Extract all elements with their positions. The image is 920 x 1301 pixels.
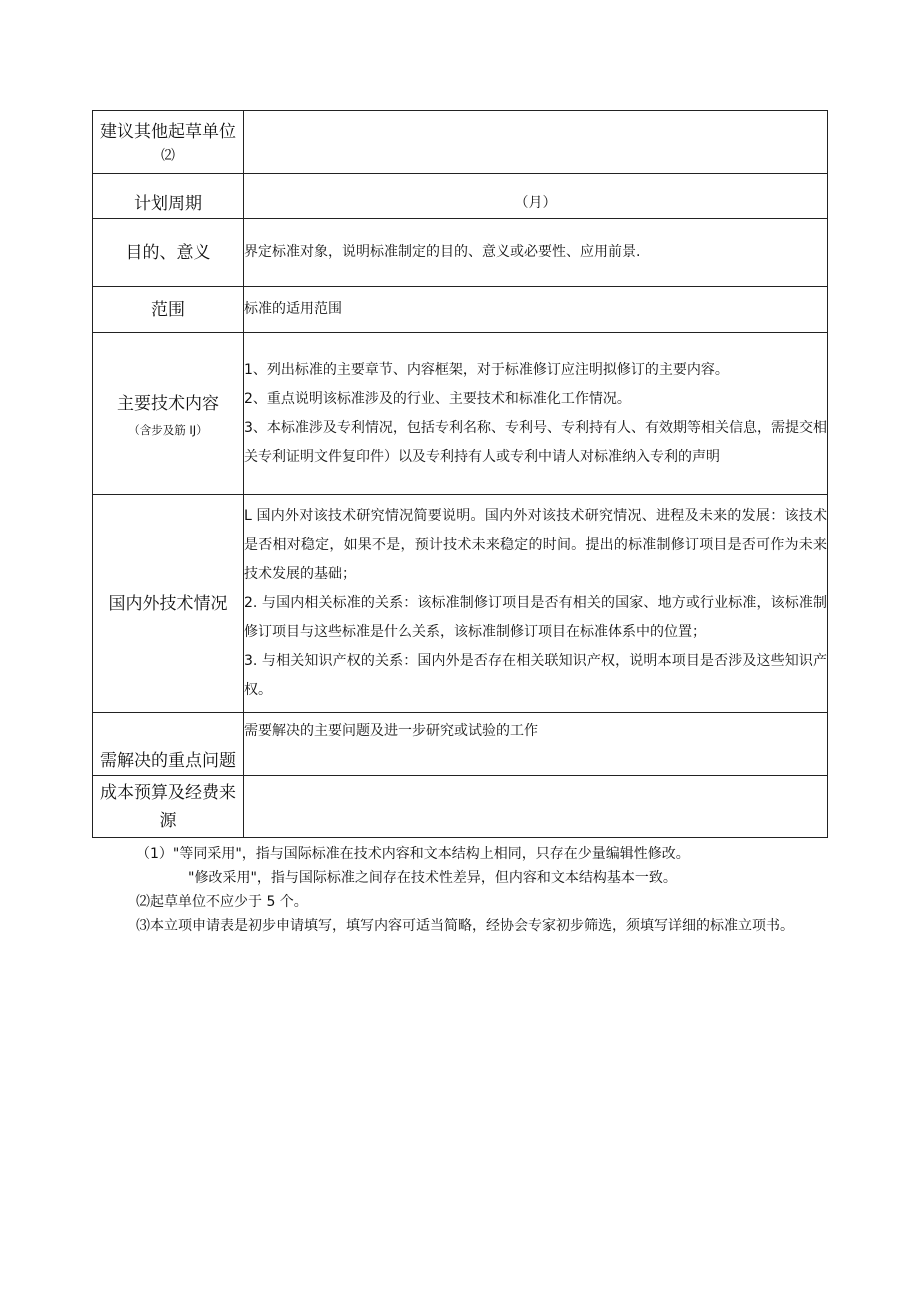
row-plan-period <box>93 174 828 219</box>
value-purpose[interactable]: 界定标准对象，说明标准制定的目的、意义或必要性、应用前景. <box>244 219 828 287</box>
label-cell <box>93 333 244 495</box>
label-cell <box>93 219 244 287</box>
row-scope <box>93 287 828 333</box>
label-domestic-foreign: 国内外技术情况 <box>108 593 228 614</box>
value-budget[interactable] <box>244 776 828 838</box>
label-key-issues: 需解决的重点问题 <box>100 751 236 771</box>
footnotes <box>92 842 822 938</box>
value-domestic-foreign[interactable] <box>244 495 828 713</box>
value-plan-period[interactable]: （月） <box>244 174 828 219</box>
value-scope[interactable]: 标准的适用范围 <box>244 287 828 333</box>
label-plan-period: 计划周期 <box>134 194 202 214</box>
main-content-item: 1、列出标准的主要章节、内容框架，对于标准修订应注明拟修订的主要内容。 <box>244 361 729 378</box>
label-cell <box>93 287 244 333</box>
value-other-drafters[interactable] <box>244 111 828 174</box>
footnote-3: ⑶本立项申请表是初步申请填写，填写内容可适当简略，经协会专家初步筛选，须填写详细的标准立项书。 <box>136 918 794 934</box>
label-purpose: 目的、意义 <box>125 242 211 263</box>
row-purpose <box>93 219 828 287</box>
row-budget <box>93 776 828 838</box>
value-key-issues[interactable]: 需要解决的主要问题及进一步研究或试验的工作 <box>244 713 828 776</box>
main-content-item: 3、本标准涉及专利情况，包括专利名称、专利号、专利持有人、有效期等相关信息，需提交相关专利证明文件复印件）以及专利持有人或专利中请人对标准纳入专利的声明 <box>244 419 827 465</box>
note-ref-2: ⑵ <box>161 148 175 164</box>
footnote-2: ⑵起草单位不应少于 5 个。 <box>136 894 308 910</box>
row-domestic-foreign <box>93 495 828 713</box>
row-other-drafters <box>93 111 828 174</box>
row-main-content <box>93 333 828 495</box>
label-budget: 成本预算及经费来源 <box>100 782 236 831</box>
label-main-content: 主要技术内容 <box>117 393 219 414</box>
footnote-1: （1）"等同采用"，指与国际标准在技术内容和文本结构上相同，只存在少量编辑性修改。 <box>136 846 690 862</box>
main-content-item: 2、重点说明该标准涉及的行业、主要技术和标准化工作情况。 <box>244 390 631 407</box>
label-scope: 范围 <box>151 299 185 320</box>
row-key-issues <box>93 713 828 776</box>
footnote-1-cont: "修改采用"，指与国际标准之间存在技术性差异，但内容和文本结构基本一致。 <box>188 870 677 886</box>
domestic-foreign-item: 3. 与相关知识产权的关系：国内外是否存在相关联知识产权，说明本项目是否涉及这些知识产权。 <box>244 653 827 698</box>
label-cell <box>93 174 244 219</box>
label-cell <box>93 713 244 776</box>
label-cell <box>93 776 244 838</box>
value-main-content[interactable] <box>244 333 828 495</box>
label-main-content-sub: （含步及筋 IJ） <box>128 422 208 437</box>
label-other-drafters: 建议其他起草单位 <box>100 122 236 142</box>
domestic-foreign-item: 2. 与国内相关标准的关系：该标准制修订项目是否有相关的国家、地方或行业标准，该标准制修订项目与这些标准是什么关系，该标准制修订项目在标准体系中的位置； <box>244 595 827 640</box>
label-cell <box>93 495 244 713</box>
label-cell <box>93 111 244 174</box>
application-form-table <box>92 110 828 838</box>
domestic-foreign-item: L 国内外对该技术研究情况简要说明。国内外对该技术研究情况、进程及未来的发展：该技术是否相对稳定，如果不是，预计技术未来稳定的时间。提出的标准制修订项目是否可作为未来技术发展的基础； <box>244 508 827 582</box>
